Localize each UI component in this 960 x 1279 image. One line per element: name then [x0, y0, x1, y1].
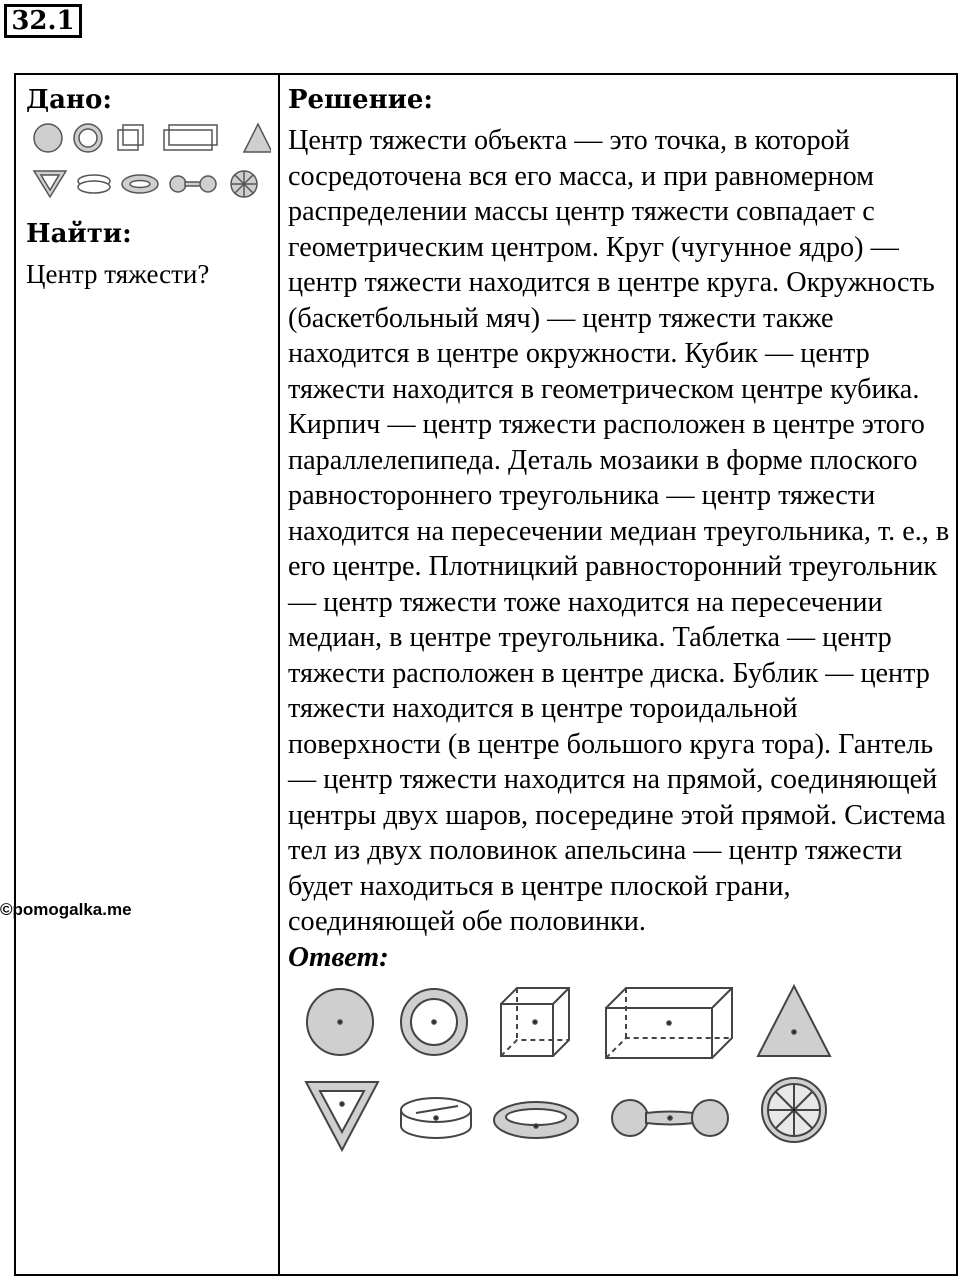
triangle-icon [244, 124, 271, 152]
triangle-icon [758, 986, 830, 1056]
dumbbell-icon [170, 176, 216, 192]
brick-icon [606, 988, 732, 1058]
orange-halves-icon [231, 171, 257, 197]
find-text: Центр тяжести? [26, 259, 210, 289]
orange-halves-icon [762, 1078, 826, 1142]
find-label: Найти: [26, 219, 132, 249]
cube-icon [118, 125, 143, 150]
triangle-frame-icon [306, 1082, 378, 1150]
given-shapes-strip [26, 121, 271, 201]
tablet-icon [78, 175, 110, 193]
watermark: ©pomogalka.me [0, 900, 132, 919]
given-column [26, 83, 271, 291]
ring-icon [74, 124, 102, 152]
brick-icon [164, 125, 217, 150]
given-label: Дано: [26, 85, 112, 115]
disc-icon [34, 124, 62, 152]
torus-icon [122, 175, 158, 193]
cube-icon [501, 988, 569, 1056]
solution-label: Решение: [288, 85, 434, 115]
dumbbell-icon [612, 1100, 728, 1136]
answer-shapes [288, 980, 928, 1170]
solution-text: Центр тяжести объекта — это точка, в которой сосредоточена вся его масса, и при равномерном распределении массы центр тяжести совпадает с геометрическим центром. Круг (чугунное ядро) — центр тяжести находится в центре круга. Окружность (баскетбольный мяч) — центр тяжести также находится в центре окружности. Кубик — центр тяжести находится в геометрическом центре кубика. Кирпич — центр тяжести расположен в центре этого параллелепипеда. Деталь мозаики в форме плоского равностороннего треугольника — центр тяжести находится на пересечении медиан треугольника, т. е., в его центре. Плотницкий равносторонний треугольник — центр тяжести тоже находится на пересечении медиан, в центре треугольника. Таблетка — центр тяжести расположен в центре диска. Бублик — центр тяжести находится в центре тороидальной поверхности (в центре большого круга тора). Гантель — центр тяжести находится на прямой, соединяющей центры двух шаров, посередине этой прямой. Система тел из двух половинок апельсина — центр тяжести будет находиться в центре плоской грани, соединяющей обе половинки. [288, 125, 950, 937]
problem-number: 32.1 [4, 4, 82, 38]
tablet-icon [401, 1098, 471, 1138]
disc-icon [307, 989, 373, 1055]
triangle-frame-icon [34, 171, 66, 197]
problem-table [14, 73, 958, 1276]
column-divider [278, 75, 280, 1274]
answer-label: Ответ: [288, 940, 389, 973]
ring-icon [401, 989, 467, 1055]
solution-column [288, 83, 956, 1174]
torus-icon [494, 1102, 578, 1138]
